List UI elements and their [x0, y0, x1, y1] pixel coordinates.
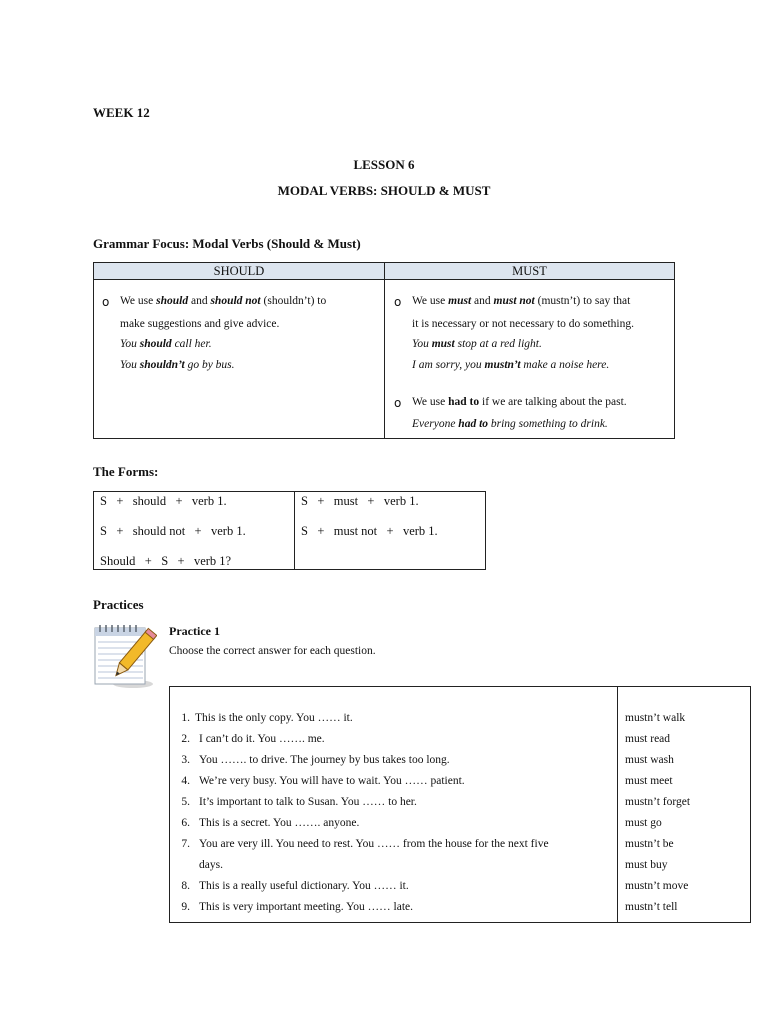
had-to-rule: We use had to if we are talking about the past.	[412, 396, 627, 408]
bullet: o	[394, 295, 402, 309]
must-header: MUST	[385, 263, 674, 280]
column-divider	[617, 687, 618, 922]
practice-1-instruction: Choose the correct answer for each question.	[169, 645, 376, 657]
practice-1-title: Practice 1	[169, 624, 220, 638]
practices-heading: Practices	[93, 597, 144, 612]
answer-option: mustn’t walk	[625, 712, 686, 724]
question-text: I can’t do it. You ……. me.	[199, 733, 325, 745]
lesson-label: LESSON 6	[353, 157, 415, 172]
should-rule-line2: make suggestions and give advice.	[120, 318, 280, 330]
column-divider	[294, 492, 295, 569]
question-number: 4.	[181, 775, 190, 787]
question-text: You are very ill. You need to rest. You …… from the house for the next five	[199, 838, 549, 850]
should-example-1: You should call her.	[120, 338, 212, 350]
forms-heading: The Forms:	[93, 464, 159, 479]
question-text: It’s important to talk to Susan. You …… to her.	[199, 796, 417, 808]
question-number: 5.	[181, 796, 190, 808]
question-number: 9.	[181, 901, 190, 913]
question-text: We’re very busy. You will have to wait. You …… patient.	[199, 775, 465, 787]
question-number: 8.	[181, 880, 190, 892]
answer-option: must go	[625, 817, 662, 829]
must-rule-line1: We use must and must not (mustn’t) to say that	[412, 295, 631, 307]
answer-option: must buy	[625, 859, 668, 871]
answer-option: mustn’t forget	[625, 796, 691, 808]
question-number: 3.	[181, 754, 190, 766]
must-rule-line2: it is necessary or not necessary to do something.	[412, 318, 634, 330]
bullet: o	[102, 295, 110, 309]
bullet: o	[394, 396, 402, 410]
question-number: 6.	[181, 817, 190, 829]
must-example-2: I am sorry, you mustn’t make a noise here.	[412, 359, 610, 371]
question-text: This is very important meeting. You …… late.	[199, 901, 414, 913]
page-title: MODAL VERBS: SHOULD & MUST	[277, 183, 491, 198]
question-number: 2.	[181, 733, 190, 745]
form-must-positive: S + must + verb 1.	[301, 494, 419, 508]
question-number: 1.	[181, 712, 190, 724]
column-divider	[384, 263, 385, 438]
had-to-example: Everyone had to bring something to drink.	[412, 418, 608, 430]
answer-option: must read	[625, 733, 671, 745]
should-rule-line1: We use should and should not (shouldn’t) to	[120, 295, 327, 307]
week-label: WEEK 12	[93, 105, 150, 120]
notepad-pencil-icon	[93, 622, 157, 690]
question-number: 7.	[181, 838, 190, 850]
answer-option: mustn’t tell	[625, 901, 678, 913]
must-example-1: You must stop at a red light.	[412, 338, 542, 350]
question-text: days.	[199, 859, 223, 871]
grammar-heading: Grammar Focus: Modal Verbs (Should & Must)	[93, 236, 361, 251]
answer-option: must meet	[625, 775, 673, 787]
question-text: This is a really useful dictionary. You …… it.	[199, 880, 409, 892]
question-text: This is the only copy. You …… it.	[195, 712, 353, 724]
form-should-positive: S + should + verb 1.	[100, 494, 227, 508]
answer-option: must wash	[625, 754, 674, 766]
form-should-negative: S + should not + verb 1.	[100, 524, 246, 538]
question-text: This is a secret. You ……. anyone.	[199, 817, 360, 829]
forms-table	[93, 491, 486, 570]
form-should-question: Should + S + verb 1?	[100, 554, 232, 568]
should-example-2: You shouldn’t go by bus.	[120, 359, 235, 371]
form-must-negative: S + must not + verb 1.	[301, 524, 438, 538]
should-header: SHOULD	[94, 263, 384, 280]
grammar-table	[93, 262, 675, 439]
practice-table	[169, 686, 751, 923]
question-text: You ……. to drive. The journey by bus takes too long.	[199, 754, 450, 766]
answer-option: mustn’t be	[625, 838, 674, 850]
answer-option: mustn’t move	[625, 880, 689, 892]
